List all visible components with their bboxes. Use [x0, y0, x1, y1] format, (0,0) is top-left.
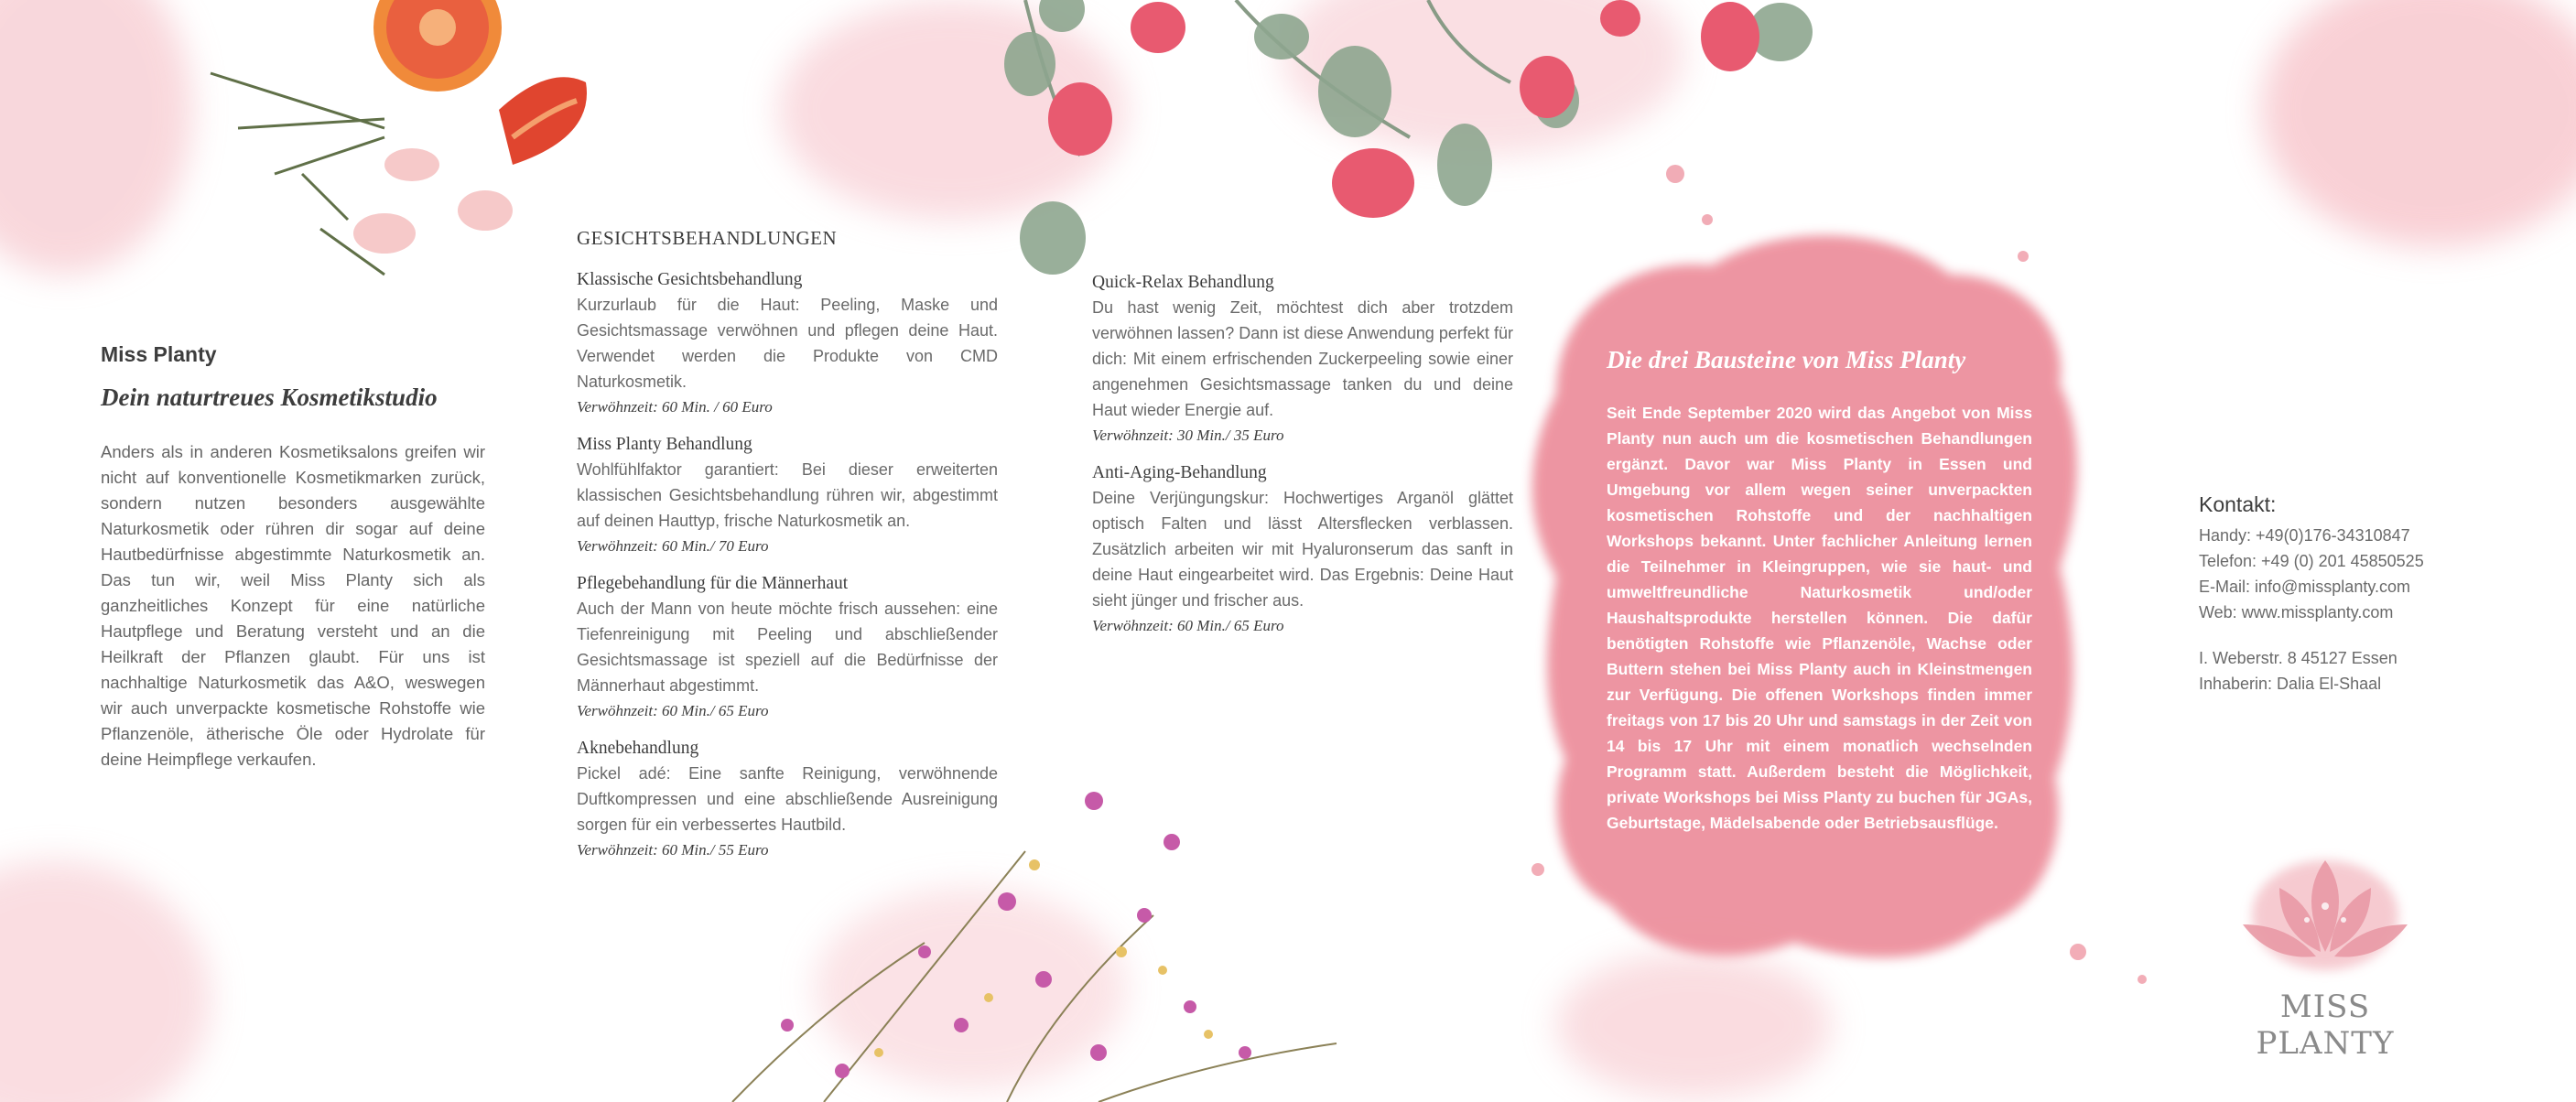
logo: [2215, 842, 2435, 1062]
brand-subtitle: Dein naturtreues Kosmetikstudio: [101, 384, 438, 411]
intro-column: [101, 342, 485, 772]
contact-phone-mobile: Handy: +49(0)176-34310847: [2199, 526, 2410, 545]
treatment-name: Klassische Gesichtsbehandlung: [577, 270, 803, 289]
lotus-icon: [2215, 842, 2435, 989]
treatment-item: [1092, 273, 1513, 445]
treatment-description: Kurzurlaub für die Haut: Peeling, Maske und Gesichtsmassage verwöhnen und pflegen deine Haut. Verwendet werden die Produkte von CMD Naturkosmetik.: [577, 296, 998, 391]
treatment-price: Verwöhnzeit: 30 Min./ 35 Euro: [1092, 427, 1284, 444]
treatment-description: Pickel adé: Eine sanfte Reinigung, verwöhnende Duftkompressen und eine abschließende Ausreinigung sorgen für ein verbessertes Hautbild.: [577, 764, 998, 834]
treatment-item: [577, 574, 998, 720]
contact-owner: Inhaberin: Dalia El-Shaal: [2199, 675, 2382, 693]
treatment-name: Aknebehandlung: [577, 739, 699, 758]
treatment-price: Verwöhnzeit: 60 Min./ 70 Euro: [577, 537, 769, 555]
treatment-name: Anti-Aging-Behandlung: [1092, 463, 1267, 482]
treatment-description: Auch der Mann von heute möchte frisch aussehen: eine Tiefenreinigung mit Peeling und abschließender Gesichtsmassage ist speziell auf die Bedürfnisse der Männerhaut abgestimmt.: [577, 600, 998, 695]
treatment-name: Pflegebehandlung für die Männerhaut: [577, 574, 849, 593]
logo-text: MISS PLANTY: [2256, 989, 2395, 1062]
contact-address: I. Weberstr. 8 45127 Essen: [2199, 649, 2397, 667]
treatment-item: [577, 435, 998, 556]
contact-website: Web: www.missplanty.com: [2199, 603, 2394, 621]
panel-text: Seit Ende September 2020 wird das Angebot von Miss Planty nun auch um die kosmetischen Behandlungen ergänzt. Davor war Miss Planty in Essen und Umgebung vor allem wegen seiner unverpackten kosmetischen Rohstoffe und der nachhaltigen Workshops bekannt. Unter fachlicher Anleitung lernen die Teilnehmer in Kleingruppen, wie sie haut- und umweltfreundliche Naturkosmetik und/oder Haushaltsprodukte herstellen können. Die dafür benötigten Rohstoffe wie Pflanzenöle, Wachse oder Buttern stehen bei Miss Planty auch in Kleinstmengen zur Verfügung. Die offenen Workshops finden immer freitags von 17 bis 20 Uhr und samstags in der Zeit von 14 bis 17 Uhr mit einem monatlich wechselnden Programm statt. Außerdem besteht die Möglichkeit, private Workshops bei Miss Planty zu buchen für JGAs, Geburtstage, Mädelsabende oder Betriebsausflüge.: [1607, 404, 2032, 832]
treatments-column-2: [1092, 273, 1513, 654]
contact-title: Kontakt:: [2199, 492, 2277, 516]
treatment-item: [577, 270, 998, 416]
treatment-description: Wohlfühlfaktor garantiert: Bei dieser erweiterten klassischen Gesichtsbehandlung rühren wir, abgestimmt auf deinen Hauttyp, frische Naturkosmetik an.: [577, 460, 998, 530]
treatment-description: Du hast wenig Zeit, möchtest dich aber trotzdem verwöhnen lassen? Dann ist diese Anwendung perfekt für dich: Mit einem erfrischenden Zuckerpeeling sowie einer angenehmen Gesichtsmassage tanken du und deine Haut wieder Energie auf.: [1092, 298, 1513, 419]
treatment-name: Quick-Relax Behandlung: [1092, 273, 1274, 292]
about-text: Anders als in anderen Kosmetiksalons greifen wir nicht auf konventionelle Kosmetikmarken zurück, sondern nutzen besonders ausgewählte Naturkosmetik oder rühren dir sogar auf deine Hautbedürfnisse abgestimmte Naturkosmetik an. Das tun wir, weil Miss Planty sich als ganzheitliches Konzept für eine natürliche Hautpflege und Beratung versteht und an die Heilkraft der Pflanzen glaubt. Für uns ist nachhaltige Naturkosmetik das A&O, weswegen wir auch unverpackte kosmetische Rohstoffe wie Pflanzenöle, ätherische Öle oder Hydrolate für deine Heimpflege verkaufen.: [101, 442, 485, 769]
contact-phone: Telefon: +49 (0) 201 45850525: [2199, 552, 2424, 570]
contact-section: [2199, 492, 2501, 697]
treatment-description: Deine Verjüngungskur: Hochwertiges Arganöl glättet optisch Falten und lässt Altersflecken verblassen. Zusätzlich arbeiten wir mit Hyaluronserum das sanft in deine Haut eingearbeitet wird. Das Ergebnis: Deine Haut sieht jünger und frischer aus.: [1092, 489, 1513, 610]
treatment-price: Verwöhnzeit: 60 Min./ 65 Euro: [577, 702, 769, 719]
treatment-price: Verwöhnzeit: 60 Min./ 55 Euro: [577, 841, 769, 859]
citrus-illustration: [211, 0, 587, 275]
treatment-price: Verwöhnzeit: 60 Min. / 60 Euro: [577, 398, 773, 416]
section-heading: GESICHTSBEHANDLUNGEN: [577, 227, 838, 249]
treatment-price: Verwöhnzeit: 60 Min./ 65 Euro: [1092, 617, 1284, 634]
brand-title: Miss Planty: [101, 342, 217, 366]
panel-title: Die drei Bausteine von Miss Planty: [1607, 346, 1966, 373]
building-blocks-panel: [1607, 346, 2032, 836]
treatment-item: [1092, 463, 1513, 635]
treatment-item: [577, 739, 998, 859]
treatments-column-1: [577, 227, 998, 878]
contact-email: E-Mail: info@missplanty.com: [2199, 578, 2410, 596]
treatment-name: Miss Planty Behandlung: [577, 435, 752, 454]
